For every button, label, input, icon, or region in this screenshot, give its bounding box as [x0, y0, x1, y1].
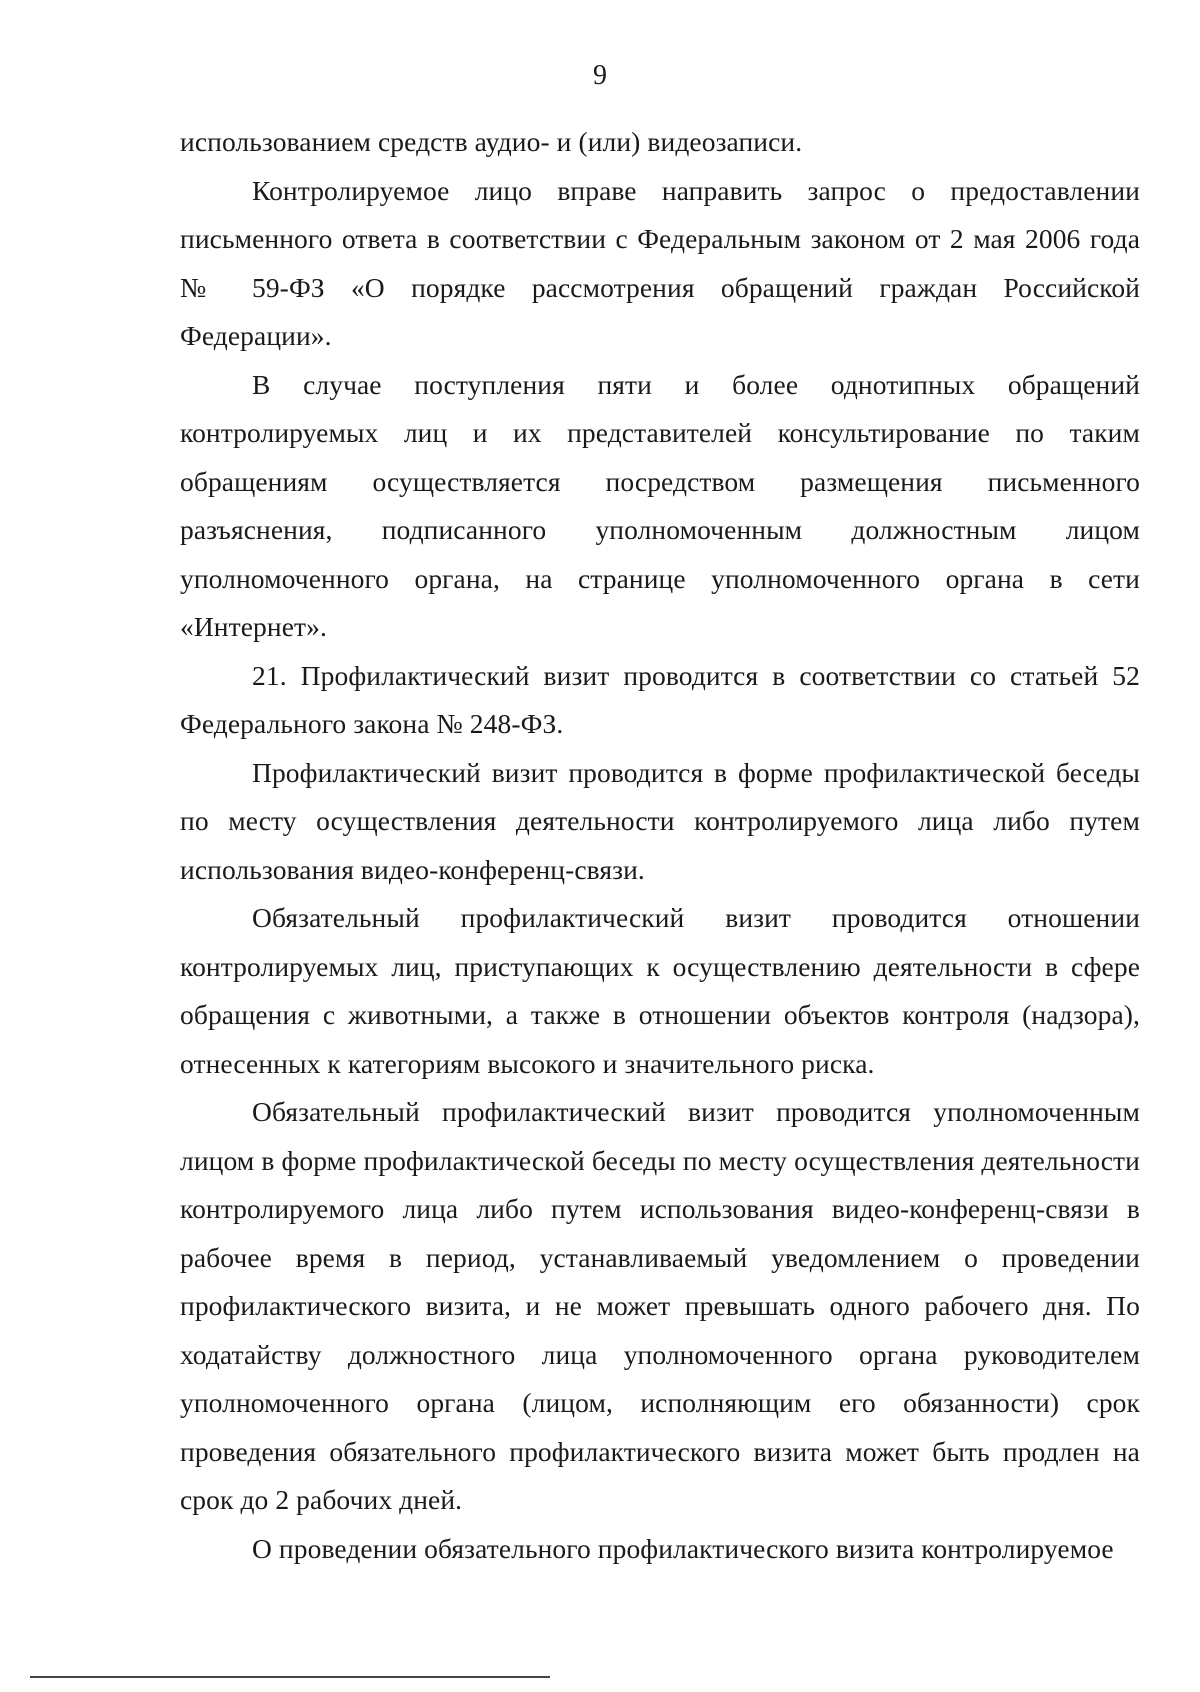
- paragraph-8: О проведении обязательного профилактического визита контролируемое: [252, 1532, 1114, 1564]
- paragraph-2: Контролируемое лицо вправе направить запрос о предоставлении письменного ответа в соответствии с Федеральным законом от 2 мая 2006 года № 59-ФЗ «О порядке рассмотрения обращений граждан Российской Федерации».: [180, 174, 1140, 351]
- paragraph-1: использованием средств аудио- и (или) видеозаписи.: [180, 126, 803, 157]
- paragraph-3: В случае поступления пяти и более однотипных обращений контролируемых лиц и их представителей консультирование по таким обращениям осуществляется посредством размещения письменного разъяснения, подписанного уполномоченным должностным лицом уполномоченного органа, на странице уполномоченного органа в сети «Интернет».: [180, 368, 1140, 642]
- paragraph-6: Обязательный профилактический визит проводится отношении контролируемых лиц, приступающих к осуществлению деятельности в сфере обращения с животными, а также в отношении объектов контроля (надзора), отнесенных к категориям высокого и значительного риска.: [180, 902, 1140, 1079]
- paragraph-4: 21. Профилактический визит проводится в соответствии со статьей 52 Федерального закона № 248-ФЗ.: [180, 659, 1140, 739]
- footer-divider: [30, 1676, 550, 1678]
- paragraph-7: Обязательный профилактический визит проводится уполномоченным лицом в форме профилактической беседы по месту осуществления деятельности контролируемого лица либо путем использования видео-конференц-связи в рабочее время в период, устанавливаемый уведомлением о проведении профилактического визита, и не может превышать одного рабочего дня. По ходатайству должностного лица уполномоченного органа руководителем уполномоченного органа (лицом, исполняющим его обязанности) срок проведения обязательного профилактического визита может быть продлен на срок до 2 рабочих дней.: [180, 1096, 1140, 1515]
- page-number: 9: [593, 60, 607, 91]
- paragraph-5: Профилактический визит проводится в форме профилактической беседы по месту осуществления деятельности контролируемого лица либо путем использования видео-конференц-связи.: [180, 756, 1140, 885]
- document-body: [180, 118, 1140, 1573]
